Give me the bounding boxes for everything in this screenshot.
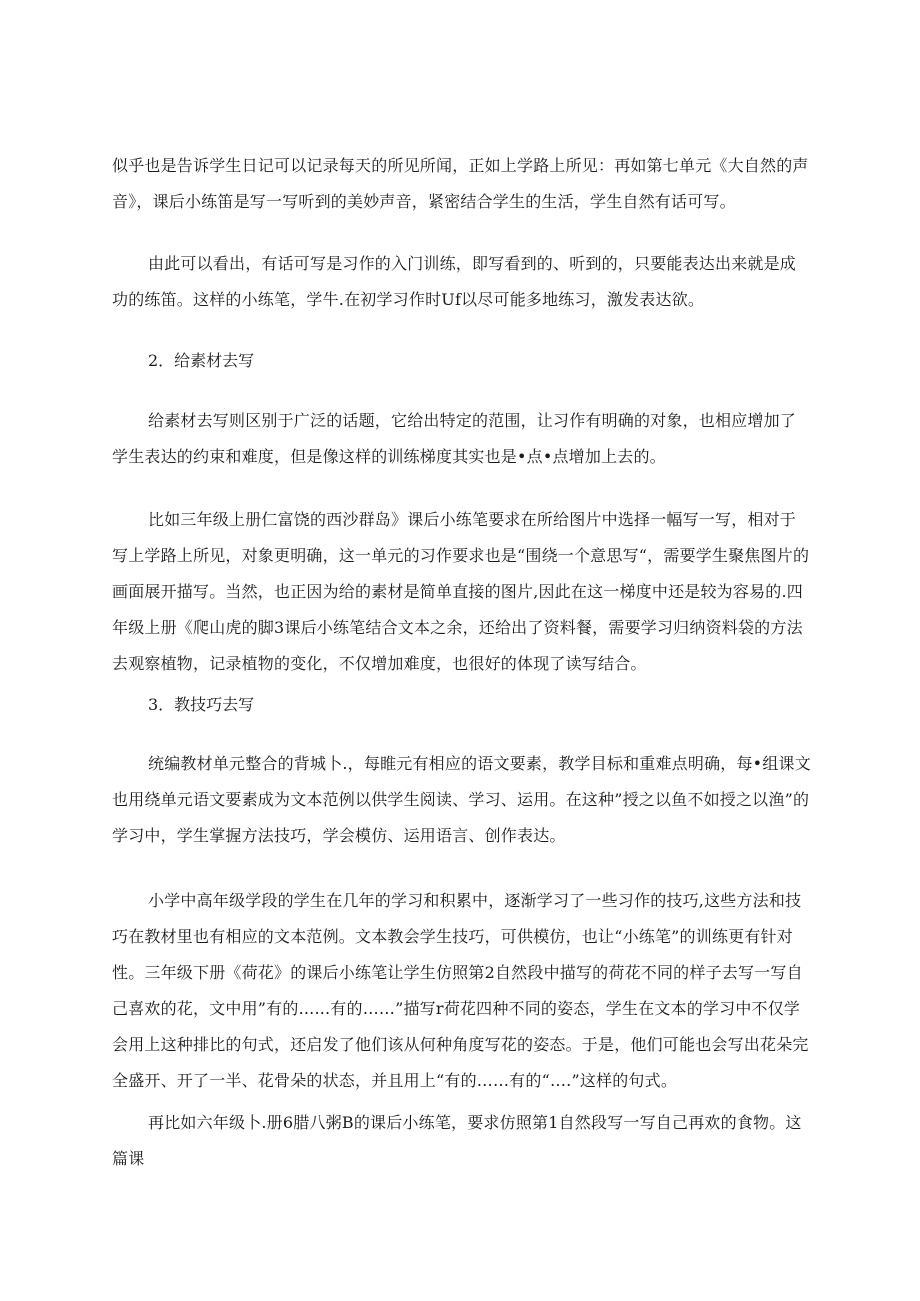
paragraph-diary-nature-sounds: 似乎也是告诉学生日记可以记录每天的所见所闻，正如上学路上所见：再如第七单元《大自然的声音》，课后小练笛是写一写听到的美妙声音，紧密结合学生的生活，学生自然有话可写。 — [112, 156, 809, 211]
paragraph-laba-congee: 再比如六年级卜.册6腊八粥B的课后小练笔，要求仿照第1自然段写一写自己再欢的食物。这篇课 — [112, 1113, 802, 1168]
paragraph-unit-integration: 统编教材单元整合的背城卜.，每睢元有相应的语文要素，教学目标和重难点明确，每•组课文也用绕单元语文要素成为文本范例以供学生阅读、学习、运用。在这种”授之以鱼不如授之以渔”的学习中，学生掌握方法技巧，学会模仿、运用语言、创作表达。 — [112, 754, 811, 845]
paragraph-xisha-example: 比如三年级上册仁富饶的西沙群岛》课后小练笔要求在所给图片中选择一幅写一写，相对于写上学路上所见，对象更明确，这一单元的习作要求也是“围绕一个意思写“，需要学生聚焦图片的画面展开描写。当然，也正因为给的素材是简单直接的图片,因此在这一梯度中还是较为容易的.四年级上册《爬山虎的脚3课后小练笔结合文本之余，还给出了资料餐，需要学习归纳资料袋的方法去观察植物，记录植物的变化，不仅增加难度，也很好的体现了读写结合。 — [112, 510, 810, 673]
section-heading-3: 3．教技巧去写 — [148, 695, 255, 714]
paragraph-entry-training: 由此可以看出，有话可写是习作的入门训练，即写看到的、听到的，只要能表达出来就是成功的练笛。这样的小练笔，学牛.在初学习作时Uf以尽可能多地练习，激发表达欲。 — [112, 254, 797, 309]
section-heading-2: 2．给素材去写 — [148, 351, 255, 370]
paragraph-lotus-example: 小学中高年级学段的学生在几年的学习和积累中，逐渐学习了一些习作的技巧,这些方法和技巧在教材里也有相应的文本范例。文本教会学生技巧，可供模仿，也让“小练笔”的训练更有针对性。三年级下册《荷花》的课后小练笔让学生仿照第2自然段中描写的荷花不同的样子去写一写自己喜欢的花，文中用”有的......有的……”描写r荷花四种不同的姿态，学生在文本的学习中不仅学会用上这种排比的句式，还启发了他们该从何种角度写花的姿态。于是，他们可能也会写出花朵完全盛开、开了一半、花骨朵的状态，并且用上“有的……有的“….”这样的句式。 — [112, 891, 809, 1090]
paragraph-given-material: 给素材去写则区别于广泛的话题，它给出特定的范围，让习作有明确的对象，也相应增加了学生表达的约束和难度，但是像这样的训练梯度其实也是•点•点增加上去的。 — [112, 411, 797, 466]
